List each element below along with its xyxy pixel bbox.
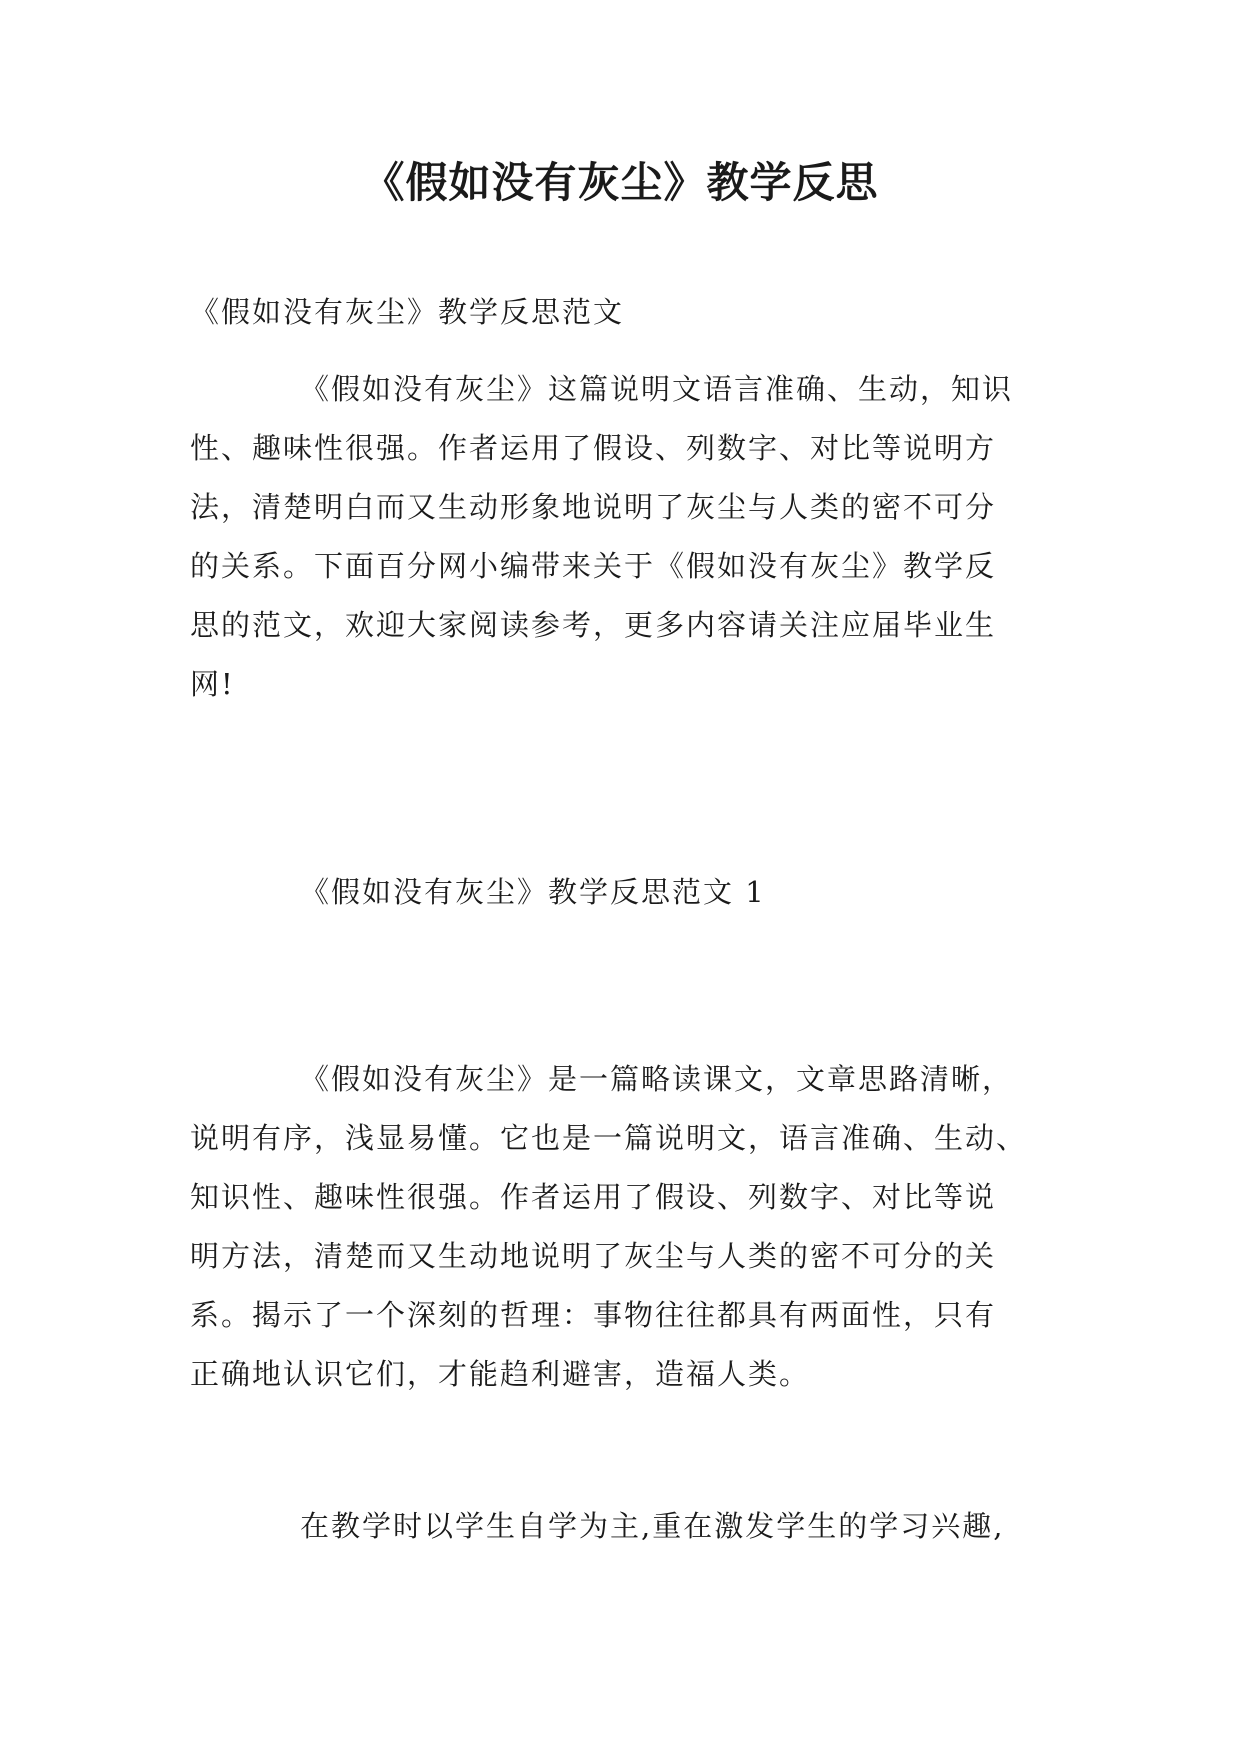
- paragraph-line: 《假如没有灰尘》是一篇略读课文，文章思路清晰，: [300, 1062, 1014, 1096]
- body-paragraph: [190, 1050, 1050, 1404]
- paragraph-line: 系。揭示了一个深刻的哲理：事物往往都具有两面性，只有: [190, 1298, 997, 1332]
- paragraph-line: 网!: [190, 667, 235, 701]
- paragraph-line: 性、趣味性很强。作者运用了假设、列数字、对比等说明方: [190, 431, 997, 465]
- paragraph-line: 正确地认识它们，才能趋利避害，造福人类。: [190, 1357, 811, 1391]
- section-heading: 《假如没有灰尘》教学反思范文 1: [300, 875, 766, 909]
- intro-paragraph: [190, 360, 1050, 714]
- paragraph-line: 说明有序，浅显易懂。它也是一篇说明文，语言准确、生动、: [190, 1121, 1028, 1155]
- document-title: 《假如没有灰尘》教学反思: [362, 158, 879, 207]
- paragraph-line: 思的范文，欢迎大家阅读参考，更多内容请关注应届毕业生: [190, 608, 997, 642]
- next-paragraph: [190, 1497, 1050, 1556]
- document-subtitle: 《假如没有灰尘》教学反思范文: [190, 295, 625, 329]
- paragraph-line: 的关系。下面百分网小编带来关于《假如没有灰尘》教学反: [190, 549, 997, 583]
- paragraph-line: 法，清楚明白而又生动形象地说明了灰尘与人类的密不可分: [190, 490, 997, 524]
- paragraph-line: 《假如没有灰尘》这篇说明文语言准确、生动，知识: [300, 372, 1014, 406]
- paragraph-line: 明方法，清楚而又生动地说明了灰尘与人类的密不可分的关: [190, 1239, 997, 1273]
- paragraph-line: 知识性、趣味性很强。作者运用了假设、列数字、对比等说: [190, 1180, 997, 1214]
- paragraph-line: 在教学时以学生自学为主,重在激发学生的学习兴趣,: [300, 1509, 1005, 1543]
